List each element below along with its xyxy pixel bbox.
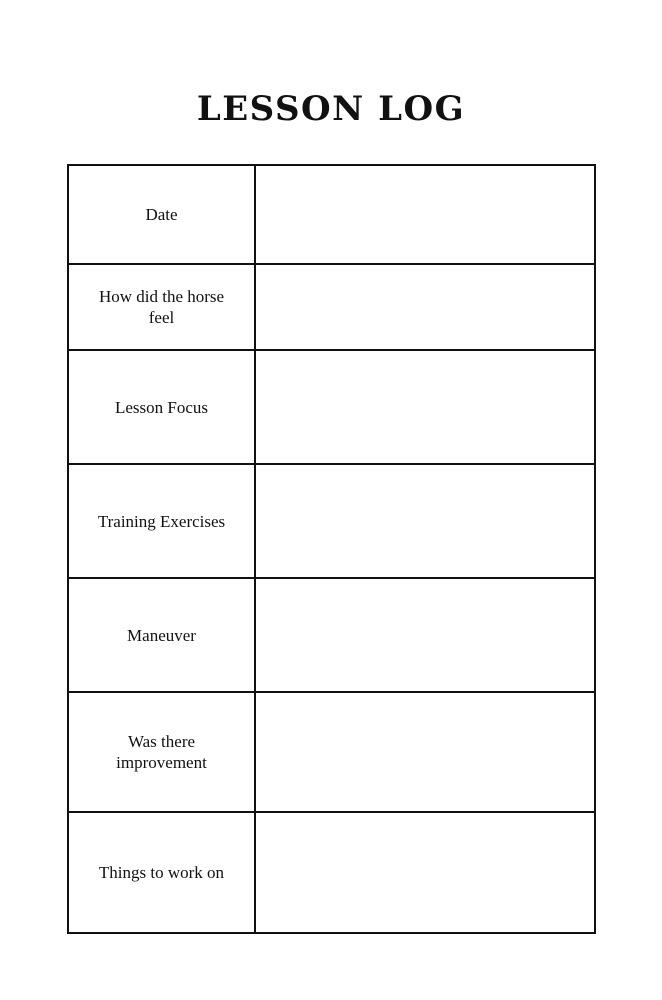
row-label-lesson-focus [68,350,255,464]
table-row [68,812,595,933]
lesson-log-table [67,164,596,934]
row-label-text: Lesson Focus [114,397,209,417]
row-label-training-exercises [68,464,255,578]
row-label-text: Was there improvement [116,732,207,772]
table-row [68,264,595,350]
page-title: LESSON LOG [196,89,466,129]
row-label-text: Training Exercises [97,511,226,531]
row-label-text: How did the horse feel [98,287,225,327]
lesson-focus-entry-field[interactable] [255,350,595,464]
row-label-maneuver [68,578,255,692]
row-label-horse-feel [68,264,255,350]
training-exercises-entry-field[interactable] [255,464,595,578]
row-label-date [68,165,255,264]
table-row [68,165,595,264]
row-label-things-to-work-on [68,812,255,933]
row-label-text: Date [145,205,178,224]
date-entry-field[interactable] [255,165,595,264]
table-row [68,692,595,812]
maneuver-entry-field[interactable] [255,578,595,692]
things-to-work-on-entry-field[interactable] [255,812,595,933]
table-row [68,578,595,692]
table-row [68,464,595,578]
row-label-text: Maneuver [127,625,196,645]
horse-feel-entry-field[interactable] [255,264,595,350]
row-label-text: Things to work on [98,863,225,882]
table-row [68,350,595,464]
row-label-improvement [68,692,255,812]
improvement-entry-field[interactable] [255,692,595,812]
